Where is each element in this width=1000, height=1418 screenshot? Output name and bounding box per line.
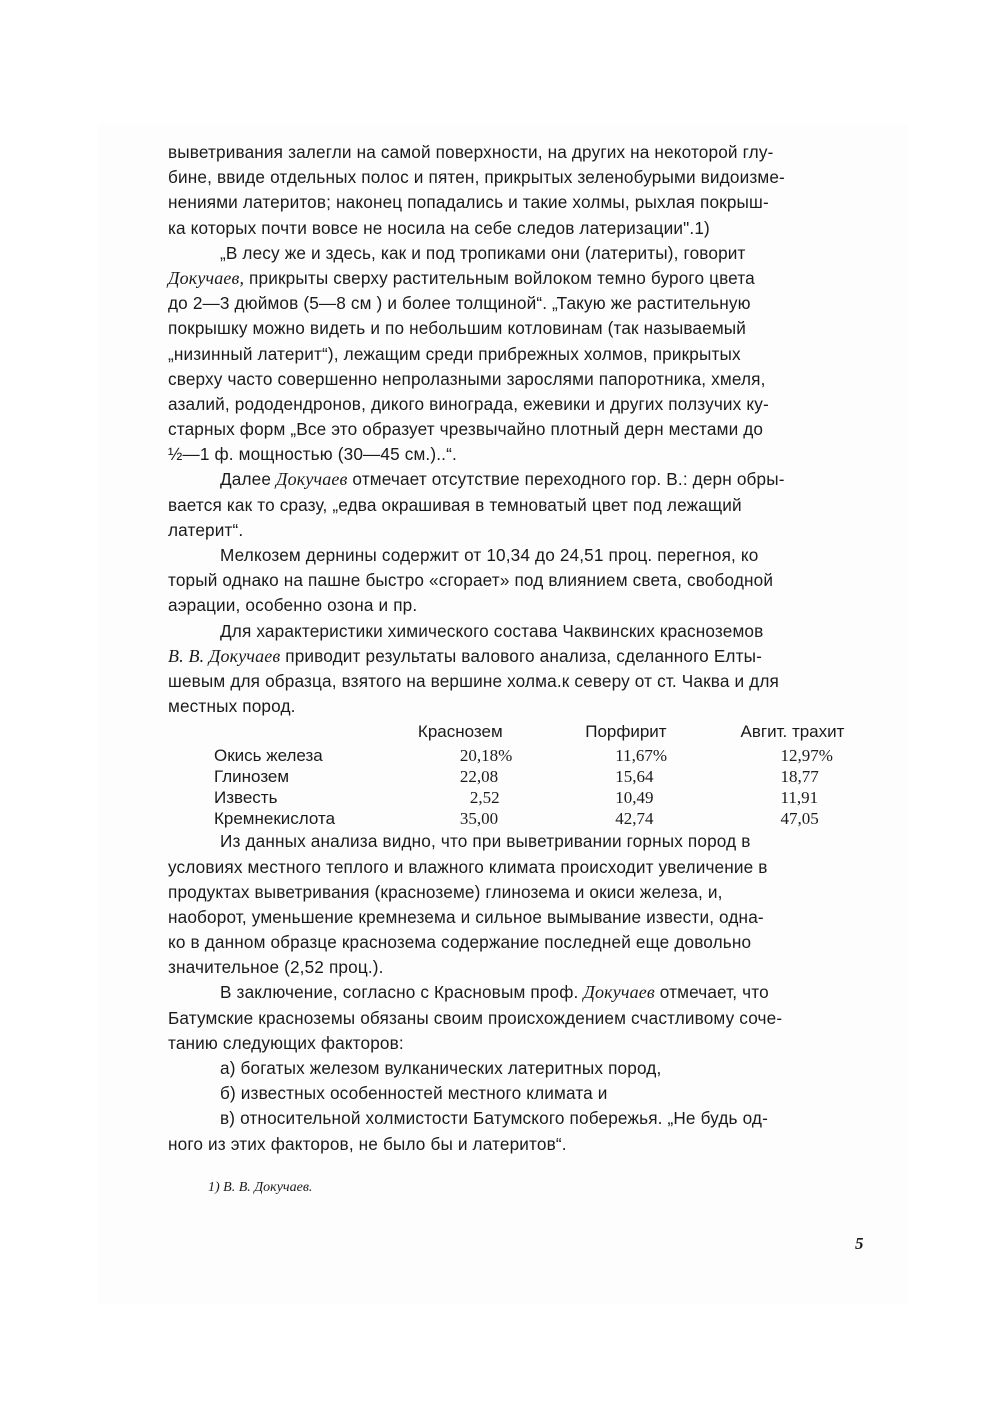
text-line [168, 543, 876, 568]
text-line [168, 165, 876, 190]
line-text: выветривания залегли на самой поверхности, на других на некоторой глу- [168, 142, 774, 162]
table-header-row [214, 719, 876, 745]
line-text: условиях местного теплого и влажного климата происходит увеличение в [168, 856, 768, 877]
line-text: „низинный латерит“), лежащим среди прибрежных холмов, прикрытых [168, 343, 741, 364]
text-line [168, 241, 876, 266]
line-text: наоборот, уменьшение кремнезема и сильное вымывание извести, одна- [168, 906, 764, 927]
line-text: приводит результаты валового анализа, сделанного Елты- [280, 645, 763, 666]
text-line [168, 669, 876, 694]
text-line [168, 140, 876, 165]
line-text: сверху часто совершенно непролазными зарослями папоротника, хмеля, [168, 368, 766, 389]
table-cell: 15,64 [615, 767, 654, 787]
text-line [168, 467, 876, 492]
line-text: Мелкозем дернины содержит от 10,34 до 24,51 проц. перегноя, ко [220, 545, 759, 565]
table-header-label [214, 719, 418, 745]
page-number: 5 [855, 1234, 864, 1253]
table-cell: 20,18% [459, 746, 513, 766]
line-text: прикрыты сверху растительным войлоком темно бурого цвета [244, 267, 755, 288]
footnote: 1) В. В. Докучаев. [208, 1180, 313, 1195]
text-line [168, 644, 876, 669]
text-line [168, 417, 876, 442]
line-text: ½—1 ф. мощностью (30—45 см.)..“. [168, 444, 457, 465]
line-text: ка которых почти вовсе не носила на себе следов латеризации".1) [168, 217, 710, 238]
line-text: торый однако на пашне быстро «сгорает» под влиянием света, свободной [168, 570, 774, 591]
row-label: Глинозем [214, 767, 290, 787]
line-text: ко в данном образце краснозема содержание последней еще довольно [168, 932, 752, 953]
text-line [168, 593, 876, 618]
line-text: В заключение, согласно с Красновым проф. [220, 982, 584, 1003]
line-text: латерит“. [168, 519, 244, 540]
text-line [168, 442, 876, 467]
table-cell: 10,49 [615, 788, 654, 808]
table-row [214, 766, 876, 787]
line-text: в) относительной холмистости Батумского побережья. „Не будь од- [220, 1108, 768, 1129]
table-cell: 18,77 [780, 767, 819, 787]
line-text: местных пород. [168, 696, 296, 717]
text-line [168, 1031, 876, 1056]
text-line [168, 905, 876, 930]
text-line [168, 955, 876, 980]
author-name-italic: Докучаев, [168, 267, 245, 288]
line-text: вается как то сразу, „едва окрашивая в темноватый цвет под лежащий [168, 494, 742, 515]
table-cell: 22,08 [459, 767, 499, 787]
text-line [168, 216, 876, 241]
text-line [168, 880, 876, 905]
author-name-italic: Докучаев [276, 469, 348, 490]
analysis-table [214, 719, 876, 829]
text-line [168, 493, 876, 518]
table-cell: 35,00 [459, 809, 499, 829]
line-text: нениями латеритов; наконец попадались и такие холмы, рыхлая покрыш- [168, 192, 769, 213]
author-name-italic: Докучаев [583, 982, 655, 1003]
text-line [168, 1006, 876, 1031]
line-text: а) богатых железом вулканических латеритных пород, [220, 1058, 662, 1078]
row-label: Известь [214, 788, 278, 808]
line-text: значительное (2,52 проц.). [168, 957, 384, 978]
table-cell: 11,67% [615, 746, 668, 766]
text-line [168, 930, 876, 955]
text-line [168, 568, 876, 593]
table-cell: 11,91 [780, 788, 819, 808]
table-header-krasnozem: Краснозем [417, 722, 503, 742]
text-line [168, 829, 876, 854]
line-text: аэрации, особенно озона и пр. [168, 595, 418, 616]
text-line [168, 316, 876, 341]
line-text: отмечает отсутствие переходного гор. В.: дерн обры- [347, 469, 785, 490]
table-header-porfirit: Порфирит [585, 722, 667, 742]
body-text [168, 140, 876, 1157]
line-text: ного из этих факторов, не было бы и латеритов“. [168, 1133, 567, 1154]
line-text: Для характеристики химического состава Чаквинских красноземов [220, 620, 764, 641]
author-name-italic: В. В. Докучаев [168, 645, 281, 666]
text-line [168, 342, 876, 367]
table-row [214, 808, 876, 829]
text-line [168, 980, 876, 1005]
list-item [168, 1106, 876, 1131]
text-line [168, 855, 876, 880]
table-cell: 42,74 [615, 809, 654, 829]
row-label: Окись железа [214, 746, 323, 766]
table-row [214, 787, 876, 808]
text-line [168, 518, 876, 543]
list-item [168, 1056, 876, 1081]
line-text: старных форм „Все это образует чрезвычайно плотный дерн местами до [168, 419, 764, 440]
line-text: танию следующих факторов: [168, 1032, 404, 1053]
line-text: продуктах выветривания (красноземе) глинозема и окиси железа, и, [168, 881, 723, 902]
text-line [168, 291, 876, 316]
line-text: шевым для образца, взятого на вершине холма.к северу от ст. Чаква и для [168, 670, 779, 691]
line-text: азалий, рододендронов, дикого винограда, ежевики и других ползучих ку- [168, 393, 769, 414]
text-line [168, 266, 876, 291]
line-text: Из данных анализа видно, что при выветривании горных пород в [220, 831, 751, 852]
line-text: „В лесу же и здесь, как и под тропиками они (латериты), говорит [220, 242, 746, 263]
table-header-avgit-trakhit: Авгит. трахит [740, 722, 845, 742]
text-line [168, 619, 876, 644]
table-cell: 47,05 [780, 809, 819, 829]
table-row [214, 745, 876, 766]
line-text: до 2—3 дюймов (5—8 см ) и более толщиной“. „Такую же растительную [168, 293, 751, 314]
text-line [168, 190, 876, 215]
list-item [168, 1081, 876, 1106]
row-label: Кремнекислота [214, 809, 336, 829]
text-line [168, 694, 876, 719]
line-text: покрышку можно видеть и по небольшим котловинам (так называемый [168, 318, 747, 339]
text-line [168, 367, 876, 392]
text-line [168, 1132, 876, 1157]
line-text: Батумские красноземы обязаны своим происхождением счастливому соче- [168, 1007, 783, 1028]
table-cell: 2,52 [469, 788, 500, 808]
text-line [168, 392, 876, 417]
line-text: отмечает, что [654, 982, 769, 1003]
line-text: Далее [220, 469, 277, 490]
line-text: бине, ввиде отдельных полос и пятен, прикрытых зеленобурыми видоизме- [168, 167, 785, 188]
line-text: б) известных особенностей местного климата и [220, 1083, 608, 1104]
table-cell: 12,97% [780, 746, 833, 766]
